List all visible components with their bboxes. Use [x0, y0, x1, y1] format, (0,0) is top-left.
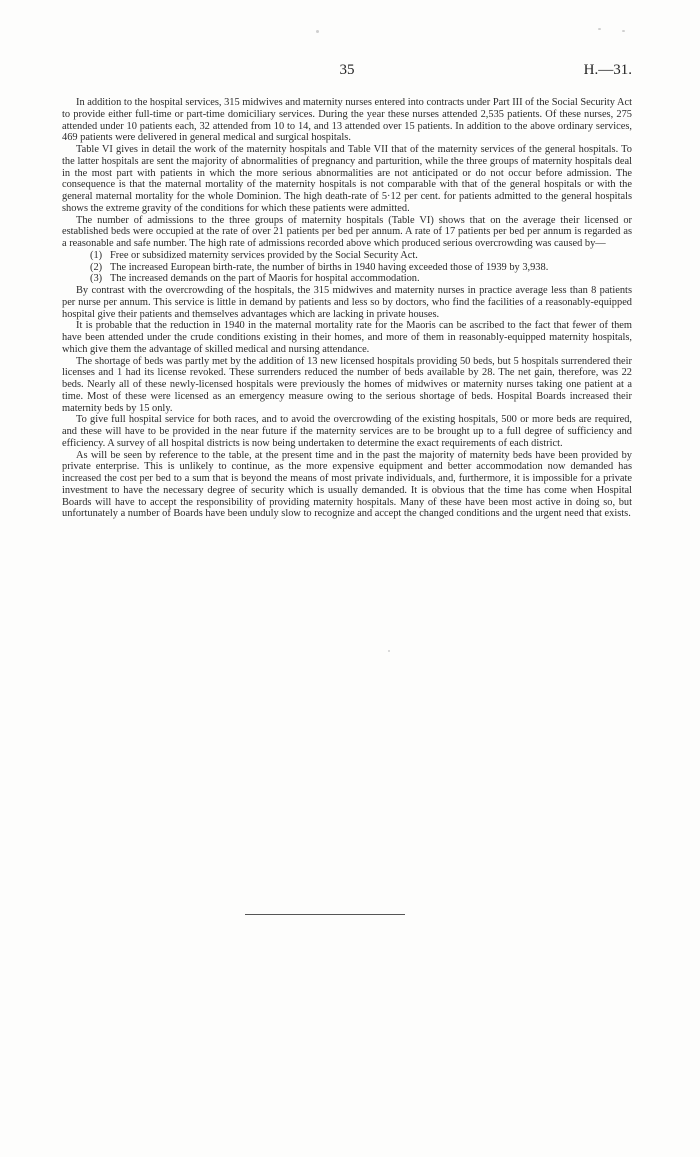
list-item-text: Free or subsidized maternity services provided by the Social Security Act.: [110, 249, 418, 261]
causes-list: [62, 250, 632, 285]
list-item-number: (3): [90, 273, 103, 285]
list-item-number: (2): [90, 261, 103, 273]
paragraph-overcrowding-contrast: By contrast with the overcrowding of the hospitals, the 315 midwives and maternity nurses in practice average less than 8 patients per nurse per annum. This service is little in demand by patients and less so by doctors, who find the facilities of a reasonably-equipped hospital give their patients and themselves advantages which are lacking in private houses.: [62, 285, 632, 320]
body-text: [62, 97, 632, 520]
end-rule: [245, 914, 405, 915]
page-header: [62, 62, 632, 84]
document-reference: H.—31.: [583, 62, 632, 78]
scan-speck: [598, 28, 601, 30]
paragraph-full-hospital-service: To give full hospital service for both races, and to avoid the overcrowding of the existing hospitals, 500 or more beds are required, and these will have to be provided in the near future if the maternity services are to be brought up to a full degree of sufficiency and efficiency. A survey of all hospital districts is now being undertaken to determine the exact requirements of each district.: [62, 414, 632, 449]
paragraph-admissions: The number of admissions to the three groups of maternity hospitals (Table VI) shows that on the average their licensed or established beds were occupied at the rate of over 21 patients per bed per annum. A rate of 17 patients per bed per annum is regarded as a reasonable and safe number. The high rate of admissions recorded above which produced serious overcrowding was caused by—: [62, 214, 632, 249]
list-item-text: The increased demands on the part of Maoris for hospital accommodation.: [110, 273, 420, 285]
paragraph-domiciliary-services: In addition to the hospital services, 315 midwives and maternity nurses entered into contracts under Part III of the Social Security Act to provide either full-time or part-time domiciliary services. During the year these nurses attended 2,535 patients. Of these nurses, 275 attended under 10 patients each, 32 attended from 10 to 14, and 13 attended over 15 patients. In addition to the above ordinary services, 469 patients were delivered in general medical and surgical hospitals.: [62, 97, 632, 144]
scan-speck: [316, 30, 319, 33]
list-item: [62, 250, 632, 262]
scan-speck: [622, 30, 625, 32]
scan-speck: [388, 650, 390, 652]
paragraph-private-enterprise: As will be seen by reference to the table, at the present time and in the past the majority of maternity beds have been provided by private enterprise. This is unlikely to continue, as the more expensive equipment and better accommodation now demanded has increased the cost per bed to a sum that is beyond the means of most private individuals, and, furthermore, it is impossible for a private investment to have the necessary degree of security which is usually demanded. It is obvious that the time has come when Hospital Boards will have to accept the responsibility of providing maternity hospitals. Many of these have been most active in doing so, but unfortunately a number of Boards have been unduly slow to recognize and accept the changed conditions and the urgent need that exists.: [62, 449, 632, 520]
list-item-number: (1): [90, 249, 103, 261]
list-item: [62, 273, 632, 285]
paragraph-bed-shortage: The shortage of beds was partly met by the addition of 13 new licensed hospitals providing 50 beds, but 5 hospitals surrendered their licenses and 1 had its license revoked. These surrenders reduced the number of beds available by 28. The net gain, therefore, was 22 beds. Nearly all of these newly-licensed hospitals were previously the homes of midwives or maternity nurses taking one patient at a time. Most of these were licensed as an emergency measure owing to the serious shortage of beds. Hospital Boards increased their maternity beds by 15 only.: [62, 355, 632, 414]
paragraph-maori-mortality: It is probable that the reduction in 1940 in the maternal mortality rate for the Maoris can be ascribed to the fact that fewer of them have been attended under the crude conditions existing in their homes, and more of them in reasonably-equipped maternity hospitals, which give them the advantage of skilled medical and nursing attendance.: [62, 320, 632, 355]
page-number: 35: [339, 62, 355, 78]
list-item: [62, 262, 632, 274]
list-item-text: The increased European birth-rate, the number of births in 1940 having exceeded those of 1939 by 3,938.: [110, 261, 549, 273]
paragraph-tables-vi-vii: Table VI gives in detail the work of the maternity hospitals and Table VII that of the maternity services of the general hospitals. To the latter hospitals are sent the majority of abnormalities of pregnancy and parturition, while the three groups of maternity hospitals deal in the most part with patients in which the more serious abnormalities are not anticipated or do not occur before admission. The consequence is that the maternal mortality of the maternity hospitals is not comparable with that of the general hospitals or with the general maternal mortality for the whole Dominion. The high death-rate of 5·12 per cent. for patients admitted to the general hospitals shows the extreme gravity of the conditions for which these patients were admitted.: [62, 144, 632, 214]
